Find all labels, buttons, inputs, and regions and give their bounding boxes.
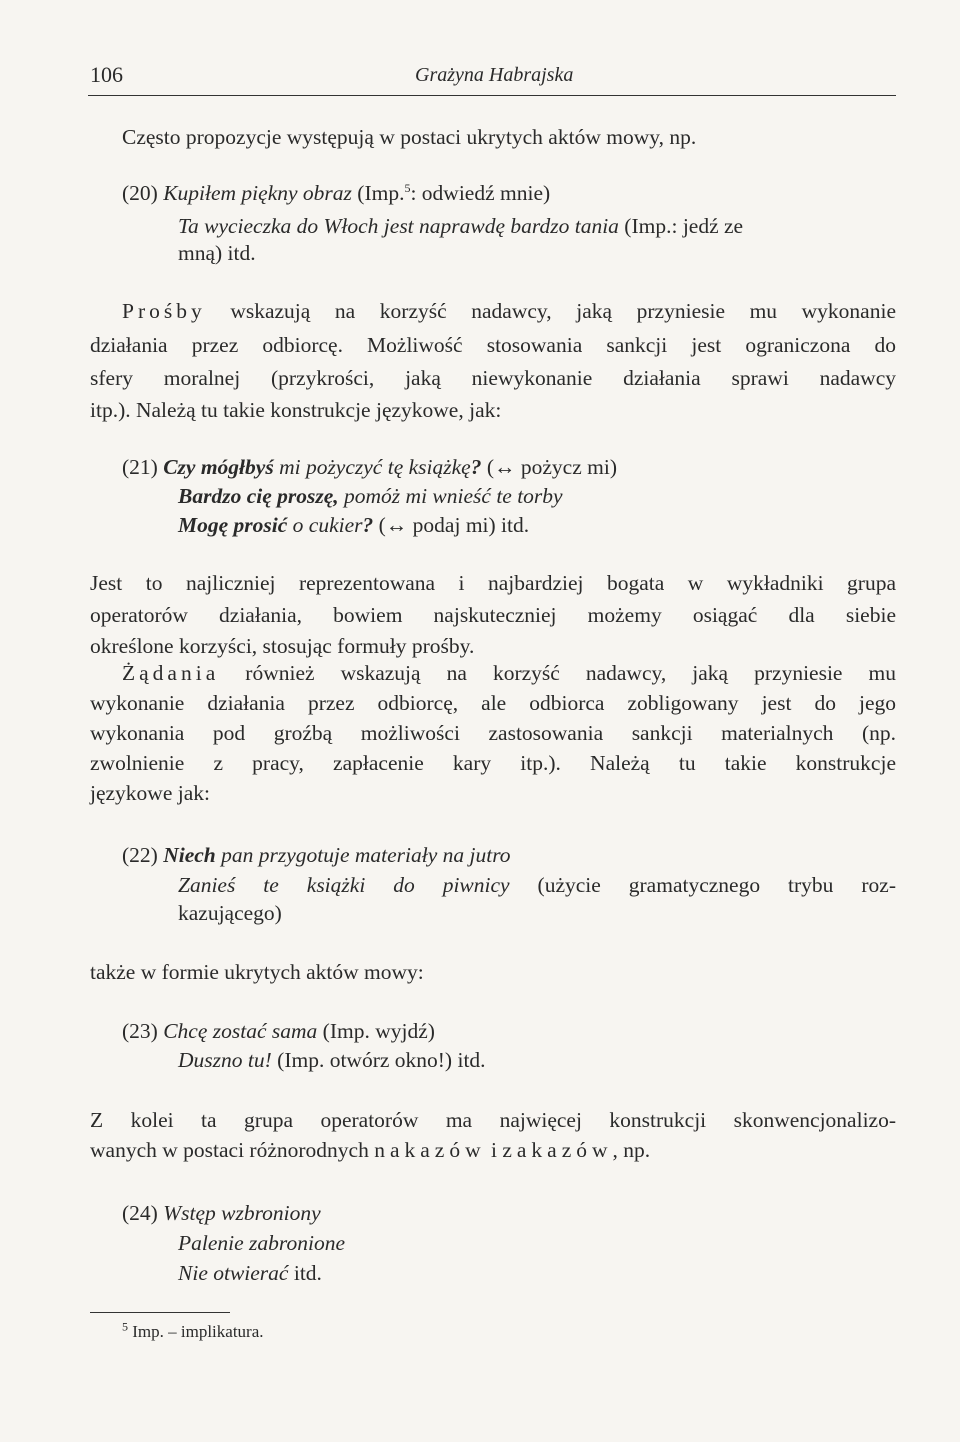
example-bold-text: Mogę prosić xyxy=(178,513,288,537)
paragraph-line: wykonanie działania przez odbiorcę, ale odbiorca zobligowany jest do jego xyxy=(90,691,896,715)
paragraph-line: Jest to najliczniej reprezentowana i najbardziej bogata w wykładniki grupa xyxy=(90,571,896,595)
paragraph-line xyxy=(90,1137,896,1163)
example-gloss: (Imp. xyxy=(351,181,405,205)
example-text: Chcę zostać sama xyxy=(163,1019,318,1043)
example-text: Zanieś te książki do piwnicy xyxy=(178,873,510,897)
example-bold-text: Czy mógłbyś xyxy=(163,455,274,479)
example-number: (23) xyxy=(122,1019,158,1043)
example-gloss: : odwiedź mnie) xyxy=(410,181,551,205)
example-bold-text: Bardzo cię proszę, xyxy=(178,484,339,508)
paragraph-line: działania przez odbiorcę. Możliwość stosowania sankcji jest ograniczona do xyxy=(90,333,896,357)
paragraph-line: Z kolei ta grupa operatorów ma najwięcej konstrukcji skonwencjonalizo- xyxy=(90,1108,896,1132)
footnote-rule xyxy=(90,1312,230,1313)
example-number: (20) xyxy=(122,181,158,205)
example-gloss: (użycie gramatycznego trybu roz- xyxy=(509,873,897,897)
paragraph-hidden-acts: także w formie ukrytych aktów mowy: xyxy=(90,960,424,984)
example-20-line-1 xyxy=(122,180,896,206)
text-span: również wskazują na korzyść nadawcy, jaką przyniesie mu xyxy=(219,661,896,685)
running-header-author: Grażyna Habrajska xyxy=(415,64,574,86)
example-text: pan przygotuje materiały na jutro xyxy=(215,843,511,867)
spaced-term: zakazów xyxy=(502,1138,613,1162)
footnote-text: Imp. – implikatura. xyxy=(128,1322,264,1341)
text-span: i xyxy=(485,1138,503,1162)
text-span: wanych w postaci różnorodnych xyxy=(90,1138,375,1162)
example-22-line-1 xyxy=(122,842,896,868)
example-text: mi pożyczyć tę książkę xyxy=(273,455,471,479)
paragraph-line: zwolnienie z pracy, zapłacenie kary itp.). Należą tu takie konstrukcje xyxy=(90,751,896,775)
paragraph-line: wykonania pod groźbą możliwości zastosowania sankcji materialnych (np. xyxy=(90,721,896,745)
example-number: (22) xyxy=(122,843,158,867)
example-23-line-1 xyxy=(122,1018,896,1044)
example-21-line-2 xyxy=(178,483,896,509)
paragraph-line: sfery moralnej (przykrości, jaką niewykonanie działania sprawi nadawcy xyxy=(90,366,896,390)
example-text: Palenie zabronione xyxy=(178,1231,345,1255)
example-gloss: (↔ podaj mi) itd. xyxy=(373,513,530,537)
paragraph-line xyxy=(122,298,896,324)
example-gloss: (Imp.: jedź ze xyxy=(618,214,744,238)
example-gloss: itd. xyxy=(288,1261,322,1285)
example-21-line-1 xyxy=(122,454,896,480)
example-24-line-2 xyxy=(178,1230,896,1256)
example-21-line-3 xyxy=(178,512,896,538)
page-number: 106 xyxy=(90,62,123,87)
paragraph-line: określone korzyści, stosując formuły prośby. xyxy=(90,634,475,658)
example-text: o cukier xyxy=(287,513,363,537)
example-20-line-3: mną) itd. xyxy=(178,241,256,265)
paragraph-line: itp.). Należą tu takie konstrukcje językowe, jak: xyxy=(90,398,502,422)
paragraph-line xyxy=(122,660,896,686)
text-span: wskazują na korzyść nadawcy, jaką przyniesie mu wykonanie xyxy=(205,299,896,323)
example-gloss: (Imp. wyjdź) xyxy=(317,1019,435,1043)
example-24-line-1 xyxy=(122,1200,896,1226)
example-23-line-2 xyxy=(178,1047,896,1073)
example-bold-text: ? xyxy=(362,513,374,537)
example-text: Ta wycieczka do Włoch jest naprawdę bardzo tania xyxy=(178,214,619,238)
example-gloss: (↔ pożycz mi) xyxy=(481,455,617,479)
example-text: Kupiłem piękny obraz xyxy=(163,181,352,205)
paragraph-line: operatorów działania, bowiem najskuteczniej możemy osiągać dla siebie xyxy=(90,603,896,627)
example-22-line-3: kazującego) xyxy=(178,901,282,925)
example-22-line-2 xyxy=(178,872,896,898)
example-20-line-2 xyxy=(178,213,896,239)
text-span: , np. xyxy=(612,1138,651,1162)
header-rule xyxy=(88,95,896,96)
spaced-term: Żądania xyxy=(122,661,220,685)
example-gloss: (Imp. otwórz okno!) itd. xyxy=(271,1048,486,1072)
paragraph-line: językowe jak: xyxy=(90,781,210,805)
example-bold-text: ? xyxy=(470,455,482,479)
paragraph-intro: Często propozycje występują w postaci ukrytych aktów mowy, np. xyxy=(122,125,697,149)
example-text: pomóż mi wnieść te torby xyxy=(338,484,563,508)
example-number: (24) xyxy=(122,1201,158,1225)
footnote xyxy=(122,1321,264,1343)
footnote-mark: 5 xyxy=(122,1319,128,1334)
example-text: Duszno tu! xyxy=(178,1048,272,1072)
spaced-term: nakazów xyxy=(374,1138,486,1162)
footnote-ref[interactable]: 5 xyxy=(404,180,411,195)
example-text: Wstęp wzbroniony xyxy=(163,1201,321,1225)
example-number: (21) xyxy=(122,455,158,479)
example-bold-text: Niech xyxy=(163,843,216,867)
example-24-line-3 xyxy=(178,1260,896,1286)
spaced-term: Prośby xyxy=(122,299,206,323)
example-text: Nie otwierać xyxy=(178,1261,289,1285)
